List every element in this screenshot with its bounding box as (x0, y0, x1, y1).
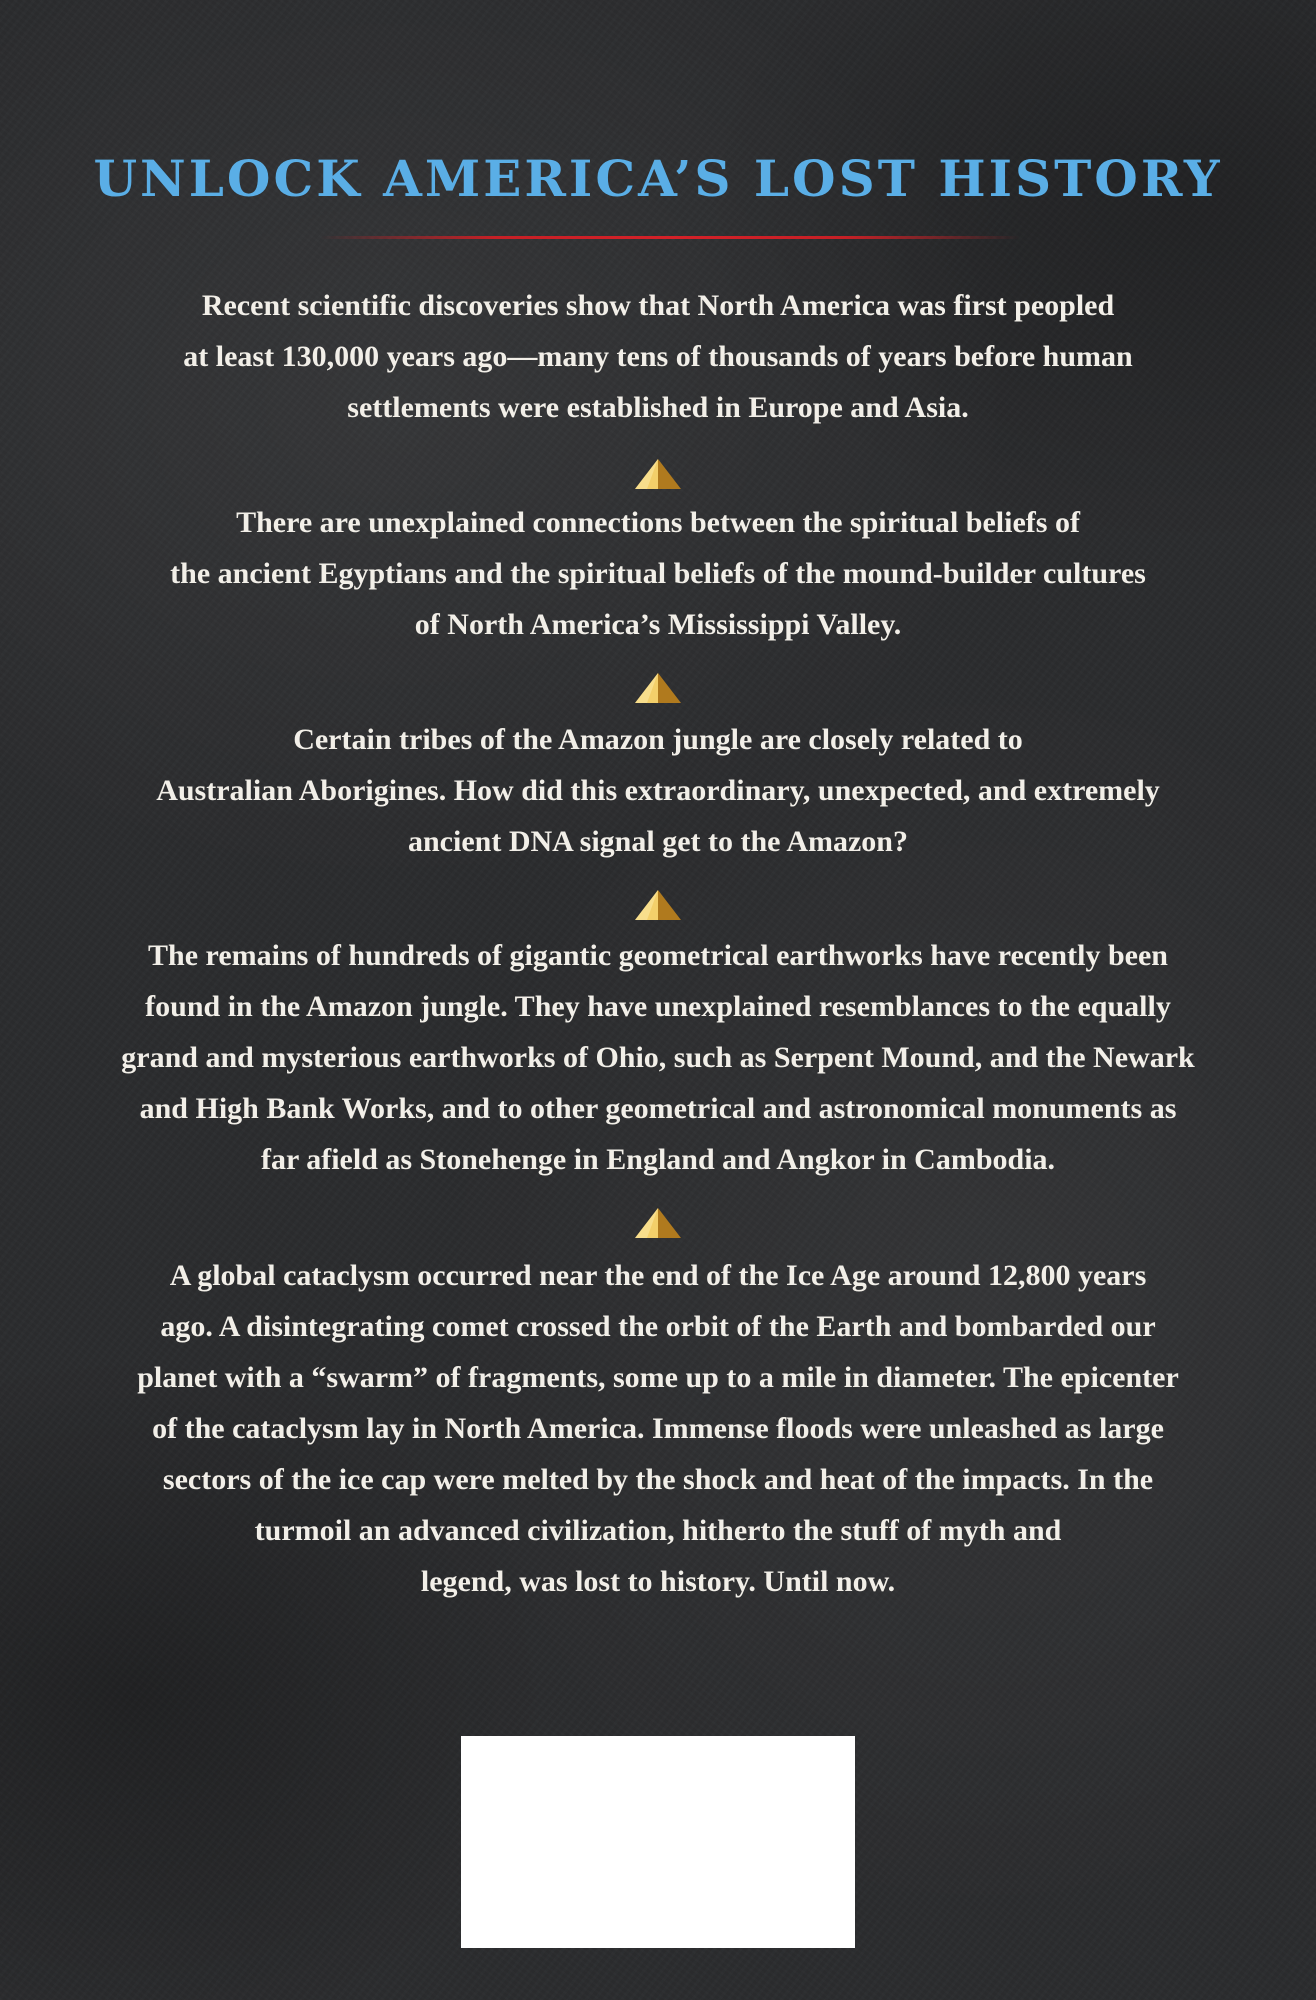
blurb-line: the ancient Egyptians and the spiritual beliefs of the mound-builder cultures (170, 557, 1146, 590)
blurb-line: far afield as Stonehenge in England and Angkor in Cambodia. (260, 1143, 1056, 1176)
blurb-line: legend, was lost to history. Until now. (420, 1565, 896, 1598)
blurb-line: ago. A disintegrating comet crossed the orbit of the Earth and bombarded our (160, 1310, 1156, 1343)
blurb-line: of North America’s Mississippi Valley. (414, 608, 902, 641)
blurb-line: sectors of the ice cap were melted by the shock and heat of the impacts. In the (162, 1463, 1154, 1496)
blurb-line: There are unexplained connections between the spiritual beliefs of (236, 506, 1080, 539)
pyramid-icon (633, 457, 683, 491)
blurb-line: and High Bank Works, and to other geometrical and astronomical monuments as (139, 1092, 1177, 1125)
blurb-paragraph-2 (40, 497, 1276, 650)
pyramid-icon (633, 888, 683, 922)
red-divider-rule (320, 236, 1020, 239)
pyramid-icon (633, 671, 683, 705)
pyramid-icon (633, 1206, 683, 1240)
barcode-area (461, 1736, 855, 1948)
blurb-line: grand and mysterious earthworks of Ohio, such as Serpent Mound, and the Newark (121, 1041, 1195, 1074)
blurb-line: A global cataclysm occurred near the end of the Ice Age around 12,800 years (169, 1259, 1147, 1292)
blurb-line: found in the Amazon jungle. They have unexplained resemblances to the equally (145, 990, 1171, 1023)
blurb-line: at least 130,000 years ago—many tens of thousands of years before human (183, 340, 1133, 373)
blurb-line: ancient DNA signal get to the Amazon? (408, 825, 908, 858)
cover-headline: UNLOCK AMERICA’S LOST HISTORY (93, 149, 1223, 208)
blurb-line: of the cataclysm lay in North America. Immense floods were unleashed as large (152, 1412, 1164, 1445)
blurb-line: Recent scientific discoveries show that North America was first peopled (201, 289, 1115, 322)
blurb-line: Certain tribes of the Amazon jungle are closely related to (293, 723, 1023, 756)
blurb-line: Australian Aborigines. How did this extraordinary, unexpected, and extremely (156, 774, 1160, 807)
blurb-paragraph-4 (40, 930, 1276, 1185)
blurb-paragraph-1 (40, 280, 1276, 433)
blurb-paragraph-3 (40, 714, 1276, 867)
blurb-line: The remains of hundreds of gigantic geometrical earthworks have recently been (148, 939, 1168, 972)
blurb-line: turmoil an advanced civilization, hitherto the stuff of myth and (254, 1514, 1062, 1547)
blurb-line: planet with a “swarm” of fragments, some up to a mile in diameter. The epicenter (137, 1361, 1179, 1394)
blurb-paragraph-5 (40, 1250, 1276, 1607)
blurb-line: settlements were established in Europe and Asia. (347, 391, 969, 424)
